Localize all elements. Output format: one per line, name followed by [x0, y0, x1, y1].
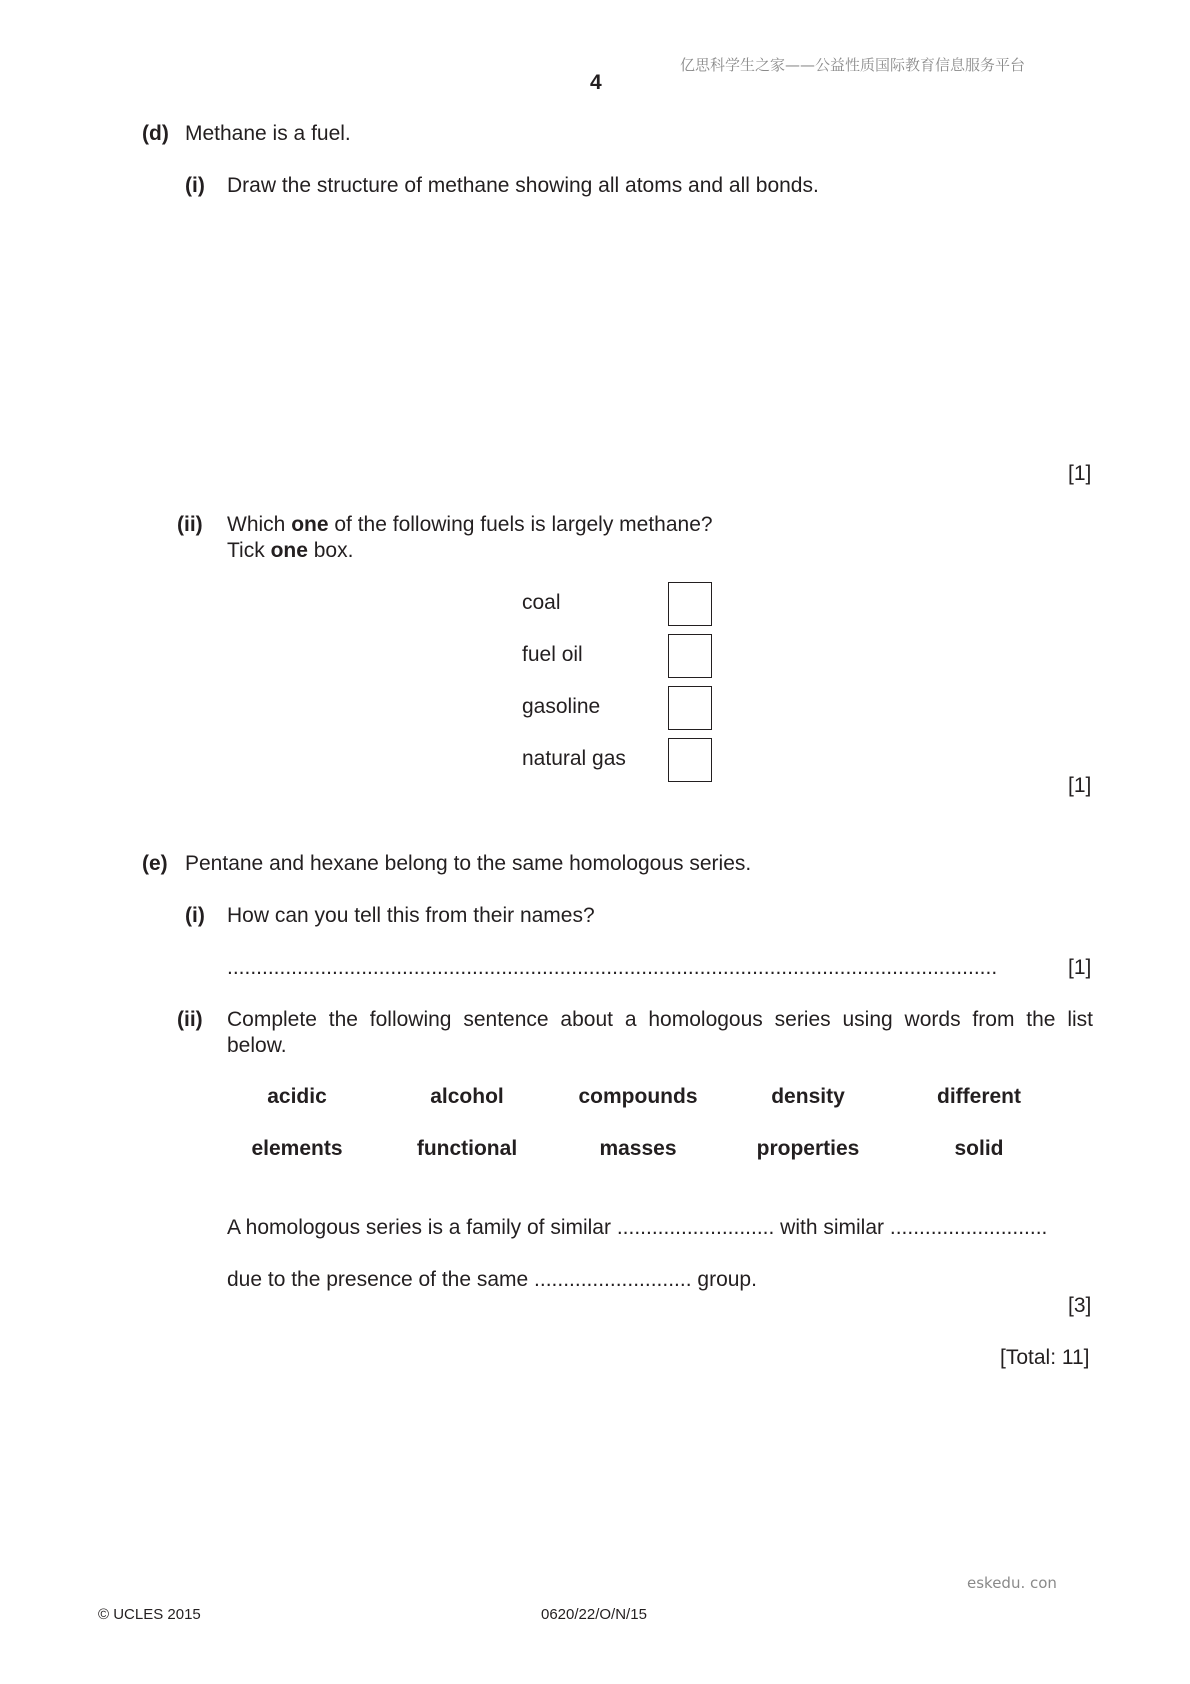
- part-d-ii-question: Which one of the following fuels is largely methane?: [227, 513, 713, 536]
- part-e-i-marks: [1]: [1068, 956, 1092, 979]
- total-marks: [Total: 11]: [1000, 1346, 1090, 1369]
- footer-copyright: © UCLES 2015: [98, 1606, 201, 1623]
- word-list-item: masses: [599, 1137, 677, 1160]
- option-label-coal: coal: [522, 591, 561, 614]
- page-number: 4: [590, 71, 602, 94]
- drawing-area[interactable]: [227, 210, 1097, 450]
- footer-paper-code: 0620/22/O/N/15: [541, 1606, 647, 1623]
- tick-box-coal[interactable]: [668, 582, 712, 626]
- word-list-item: alcohol: [430, 1085, 504, 1108]
- word-list-item: elements: [251, 1137, 343, 1160]
- footer-site-watermark: eskedu. con: [967, 1574, 1057, 1592]
- word-list-item: functional: [416, 1137, 518, 1160]
- part-d-ii-instruction: Tick one box.: [227, 539, 354, 562]
- tick-box-fuel-oil[interactable]: [668, 634, 712, 678]
- part-d-label: (d): [142, 122, 169, 145]
- part-e-ii-instruction-line2: below.: [227, 1034, 287, 1057]
- word-list-item: different: [937, 1085, 1021, 1108]
- tick-box-natural-gas[interactable]: [668, 738, 712, 782]
- tick-box-gasoline[interactable]: [668, 686, 712, 730]
- option-label-fuel-oil: fuel oil: [522, 643, 583, 666]
- part-d-i-marks: [1]: [1068, 462, 1092, 485]
- part-e-ii-marks: [3]: [1068, 1294, 1092, 1317]
- part-d-ii-label: (ii): [177, 513, 203, 536]
- word-list-item: compounds: [578, 1085, 698, 1108]
- part-d-text: Methane is a fuel.: [185, 122, 351, 145]
- part-e-i-label: (i): [185, 904, 205, 927]
- part-e-i-question: How can you tell this from their names?: [227, 904, 595, 927]
- fill-in-sentence-line2[interactable]: due to the presence of the same ........................... group.: [227, 1268, 757, 1291]
- word-list-item: acidic: [267, 1085, 327, 1108]
- option-label-gasoline: gasoline: [522, 695, 601, 718]
- part-d-i-question: Draw the structure of methane showing all atoms and all bonds.: [227, 174, 819, 197]
- part-e-label: (e): [142, 852, 168, 875]
- part-e-ii-label: (ii): [177, 1008, 203, 1031]
- part-e-text: Pentane and hexane belong to the same homologous series.: [185, 852, 752, 875]
- word-list-item: solid: [954, 1137, 1004, 1160]
- answer-line[interactable]: ....................................................................................................................................: [227, 956, 998, 979]
- part-d-i-label: (i): [185, 174, 205, 197]
- header-watermark: 亿思科学生之家——公益性质国际教育信息服务平台: [680, 56, 1026, 74]
- part-d-ii-marks: [1]: [1068, 774, 1092, 797]
- word-list-item: properties: [756, 1137, 860, 1160]
- word-list-item: density: [771, 1085, 845, 1108]
- fill-in-sentence-line1[interactable]: A homologous series is a family of similar ........................... with similar ...........................: [227, 1216, 1048, 1239]
- option-label-natural-gas: natural gas: [522, 747, 626, 770]
- part-e-ii-instruction-line1: Complete the following sentence about a homologous series using words from the list: [227, 1008, 1093, 1031]
